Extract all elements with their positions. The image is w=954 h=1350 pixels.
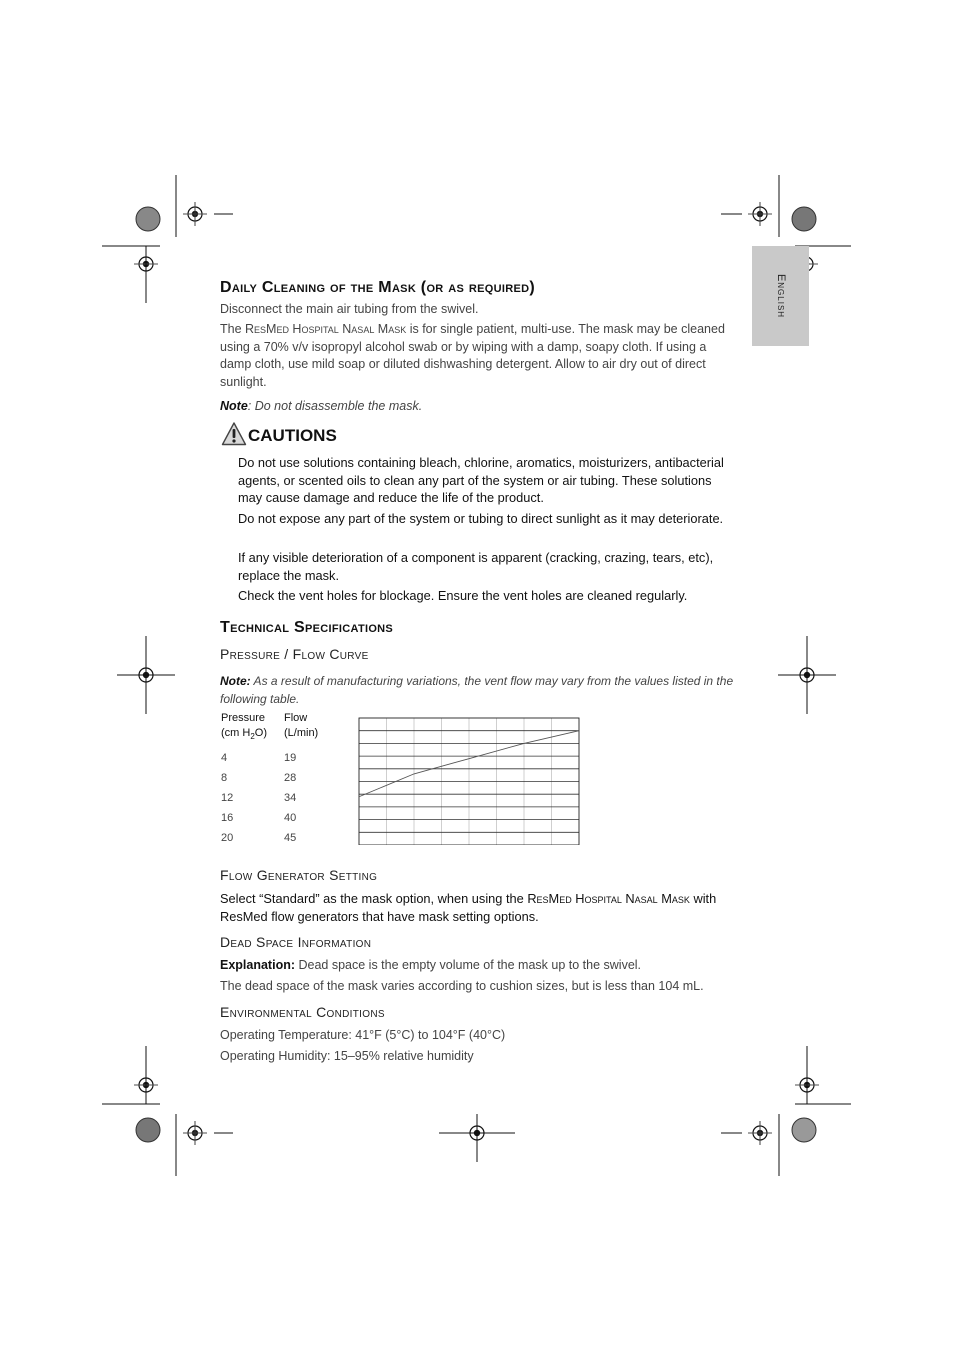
table-cell-flow: 28 <box>284 772 297 784</box>
caution-item: Do not expose any part of the system or tubing to direct sunlight as it may deteriorate. <box>238 511 724 526</box>
cautions-heading: CAUTIONS <box>248 426 337 445</box>
pressure-flow-table <box>220 711 350 851</box>
operating-temperature: Operating Temperature: 41°F (5°C) to 104°F (40°C) <box>220 1028 506 1042</box>
language-tab-label: English <box>774 273 787 319</box>
col-pressure-header: Pressure <box>221 712 266 724</box>
tech-specs-heading: Technical Specifications <box>220 619 394 636</box>
daily-cleaning-heading: Daily Cleaning of the Mask (or as required) <box>220 279 535 296</box>
color-target-br <box>792 1118 816 1142</box>
table-cell-pressure: 4 <box>221 752 228 764</box>
caution-item: If any visible deterioration of a component is apparent (cracking, crazing, tears, etc), replace the mask. <box>238 550 714 583</box>
table-cell-flow: 45 <box>284 832 297 844</box>
caution-item: Check the vent holes for blockage. Ensure the vent holes are cleaned regularly. <box>238 588 688 603</box>
table-cell-flow: 40 <box>284 812 297 824</box>
col-flow-unit: (L/min) <box>284 727 319 739</box>
pressure-flow-chart <box>358 717 580 845</box>
table-cell-flow: 34 <box>284 792 297 804</box>
daily-p1: Disconnect the main air tubing from the swivel. <box>220 302 479 316</box>
table-cell-pressure: 12 <box>221 792 234 804</box>
pressure-flow-note: Note: As a result of manufacturing variations, the vent flow may vary from the values listed in the following table. <box>220 674 734 706</box>
pressure-flow-heading: Pressure / Flow Curve <box>220 646 369 662</box>
table-cell-pressure: 16 <box>221 812 234 824</box>
col-pressure-unit: (cm $H_2O$) <box>221 727 268 742</box>
product-name: ResMed Hospital Nasal Mask <box>245 322 407 336</box>
color-target-bl <box>136 1118 160 1142</box>
daily-p2: The ResMed Hospital Nasal Mask is for single patient, multi-use. The mask may be cleaned using a 70% v/v isopropyl alcohol swab or by wiping with a damp, soapy cloth. If using a damp cloth, use mild soap or diluted dishwashing detergent. Allow to air dry out of direct sunlight. <box>220 322 725 389</box>
dead-space-heading: Dead Space Information <box>220 934 372 950</box>
flow-generator-heading: Flow Generator Setting <box>220 867 378 883</box>
product-name: ResMed Hospital Nasal Mask <box>527 891 690 906</box>
color-target-tr <box>792 207 816 231</box>
dead-space-volume: The dead space of the mask varies according to cushion sizes, but is less than 104 mL. <box>220 979 704 993</box>
table-cell-pressure: 20 <box>221 832 234 844</box>
table-cell-flow: 19 <box>284 752 297 764</box>
environmental-heading: Environmental Conditions <box>220 1004 385 1020</box>
language-tab <box>752 246 809 346</box>
color-target-tl <box>136 207 160 231</box>
daily-note: Note: Do not disassemble the mask. <box>220 399 423 413</box>
flow-generator-text: Select “Standard” as the mask option, when using the ResMed Hospital Nasal Mask with ResMed flow generators that have mask setting options. <box>220 891 717 924</box>
caution-item: Do not use solutions containing bleach, chlorine, aromatics, moisturizers, antibacterial agents, or scented oils to clean any part of the system or air tubing. These solutions may cause damage and reduce the life of the product. <box>238 455 724 505</box>
col-flow-header: Flow <box>284 712 308 724</box>
warning-icon <box>221 421 247 447</box>
operating-humidity: Operating Humidity: 15–95% relative humidity <box>220 1049 474 1063</box>
dead-space-explanation: Explanation: Dead space is the empty volume of the mask up to the swivel. <box>220 958 642 972</box>
table-cell-pressure: 8 <box>221 772 228 784</box>
